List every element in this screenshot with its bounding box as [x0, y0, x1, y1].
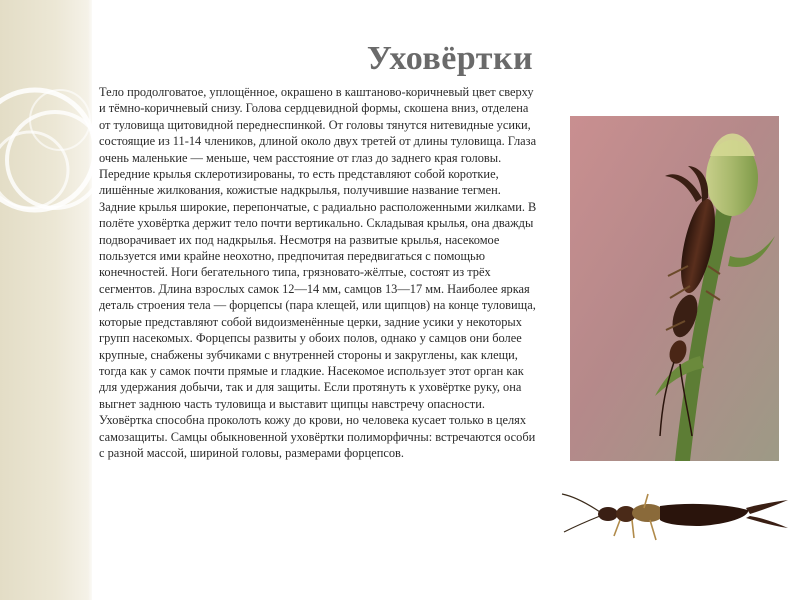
- earwig-side-view-photo: [560, 482, 792, 550]
- body-paragraph: Тело продолговатое, уплощённое, окрашено в каштаново-коричневый цвет сверху и тёмно-коричневый снизу. Голова сердцевидной формы, скошена вниз, отделена от туловища щитовидной переднеспинкой. От головы тянутся нитевидные усики, состоящие из 11-14 члеников, длиной около двух третей от длины туловища. Глаза очень маленькие — меньше, чем расстояние от глаз до заднего края головы. Передние крылья склеротизированы, то есть представляют собой короткие, лишённые жилкования, кожистые надкрылья, получившие название тегмен. Задние крылья широкие, перепончатые, с радиально расположенными жилками. В полёте уховёртка держит тело почти вертикально. Складывая крылья, она дважды подворачивает их под надкрылья. Несмотря на развитые крылья, насекомое пользуется ими крайне неохотно, предпочитая передвигаться с помощью конечностей. Ноги бегательного типа, грязновато-жёлтые, состоят из трёх сегментов. Длина взрослых самок 12—14 мм, самцов 13—17 мм. Наиболее яркая деталь строения тела — форцепсы (пара клещей, или щипцов) на конце туловища, которые представляют собой видоизменённые церки, задние усики у некоторых групп насекомых. Форцепсы развиты у обоих полов, однако у самцов они более крупные, снабжены зубчиками с внутренней стороны и закруглены, как клещи, тогда как у самок почти прямые и гладкие. Насекомое использует этот орган как для удержания добычи, так и для защиты. Если протянуть к уховёртке руку, она выгнет заднюю часть туловища и выставит щипцы навстречу опасности. Уховёртка способна проколоть кожу до крови, но человека кусает только в целях самозащиты. Самцы обыкновенной уховёртки полиморфичны: встречаются особи с разной массой, шириной головы, размерами форцепсов.: [99, 85, 537, 460]
- earwig-side-view-image: [560, 482, 792, 550]
- slide-title: Уховёртки: [366, 40, 534, 77]
- earwig-on-plant-image: [570, 116, 779, 461]
- earwig-on-plant-photo: [570, 116, 779, 461]
- decorative-rings: [0, 60, 110, 260]
